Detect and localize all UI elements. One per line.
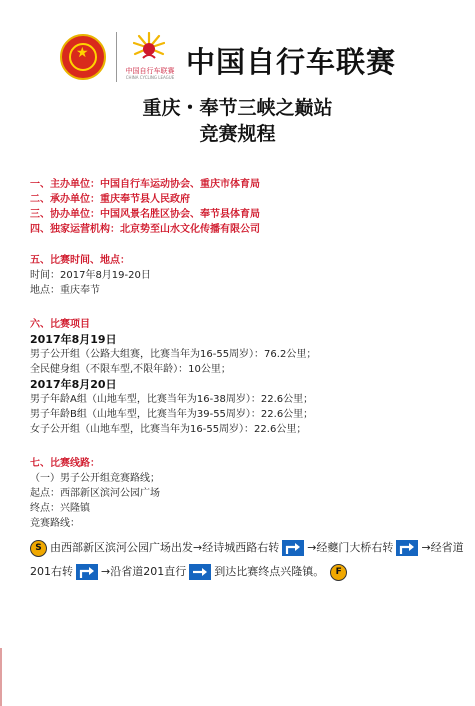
route-segment: →经夔门大桥右转 xyxy=(307,541,394,554)
event-item: 男子年龄B组（山地车型，比赛当年为39-55周岁）：22.6公里； xyxy=(30,409,314,420)
event-place: 地点：重庆奉节 xyxy=(30,285,100,296)
straight-ahead-sign-icon xyxy=(189,564,211,580)
header-divider xyxy=(116,32,117,82)
event-item: 女子公开组（山地车型，比赛当年为16-55周岁）：22.6公里； xyxy=(30,424,307,435)
route-section xyxy=(30,456,470,531)
sunburst-logo-icon xyxy=(133,32,165,64)
events-section xyxy=(30,317,470,437)
logo-text-cn: 中国自行车联赛 xyxy=(125,67,175,75)
start-badge-icon: S xyxy=(30,540,47,557)
route-segment: 201右转 xyxy=(30,565,73,578)
route-row xyxy=(30,536,470,560)
day2-date: 2017年8月20日 xyxy=(30,378,117,391)
section-heading: 七、比赛线路： xyxy=(30,458,100,469)
route-line: 竞赛路线： xyxy=(30,518,80,529)
route-segment: 由西部新区滨河公园广场出发→经诗城西路右转 xyxy=(50,541,280,554)
section-heading: 五、比赛时间、地点： xyxy=(30,255,130,266)
cycling-league-logo xyxy=(124,32,176,82)
event-time: 时间：2017年8月19-20日 xyxy=(30,270,151,281)
page-title: 中国自行车联赛 xyxy=(186,45,397,79)
day1-date: 2017年8月19日 xyxy=(30,333,117,346)
organizer-line: 四、独家运营机构：北京势至山水文化传播有限公司 xyxy=(30,224,260,235)
section-heading: 六、比赛项目 xyxy=(30,319,90,330)
header xyxy=(60,32,460,84)
right-turn-sign-icon xyxy=(282,540,304,556)
event-item: 男子公开组（公路大组赛，比赛当年为16-55周岁）：76.2公里； xyxy=(30,349,317,360)
logo-text-en: CHINA CYCLING LEAGUE xyxy=(125,75,175,80)
organizer-line: 一、主办单位：中国自行车运动协会、重庆市体育局 xyxy=(30,179,260,190)
route-segment: →经省道 xyxy=(421,541,464,554)
left-edge-mark xyxy=(0,648,2,706)
route-row xyxy=(30,560,470,584)
route-description xyxy=(30,536,470,584)
event-title: 重庆・奉节三峡之巅站 xyxy=(142,97,333,119)
route-segment: 到达比赛终点兴隆镇。 xyxy=(214,565,325,578)
organizer-line: 三、协办单位：中国风景名胜区协会、奉节县体育局 xyxy=(30,209,260,220)
finish-badge-icon: F xyxy=(330,564,347,581)
event-item: 男子年龄A组（山地车型，比赛当年为16-38周岁）：22.6公里； xyxy=(30,394,314,405)
doc-title: 竞赛规程 xyxy=(199,123,276,145)
right-turn-sign-icon xyxy=(76,564,98,580)
cycling-association-emblem-icon: ★ xyxy=(60,34,106,80)
route-line: 终点：兴隆镇 xyxy=(30,503,90,514)
route-segment: →沿省道201直行 xyxy=(101,565,187,578)
route-line: 起点：西部新区滨河公园广场 xyxy=(30,488,160,499)
route-line: （一）男子公开组竞赛路线； xyxy=(30,473,160,484)
organizers-section xyxy=(30,177,470,237)
organizer-line: 二、承办单位：重庆奉节县人民政府 xyxy=(30,194,190,205)
time-place-section xyxy=(30,253,470,298)
right-turn-sign-icon xyxy=(396,540,418,556)
event-item: 全民健身组（不限车型,不限年龄）：10公里； xyxy=(30,364,231,375)
